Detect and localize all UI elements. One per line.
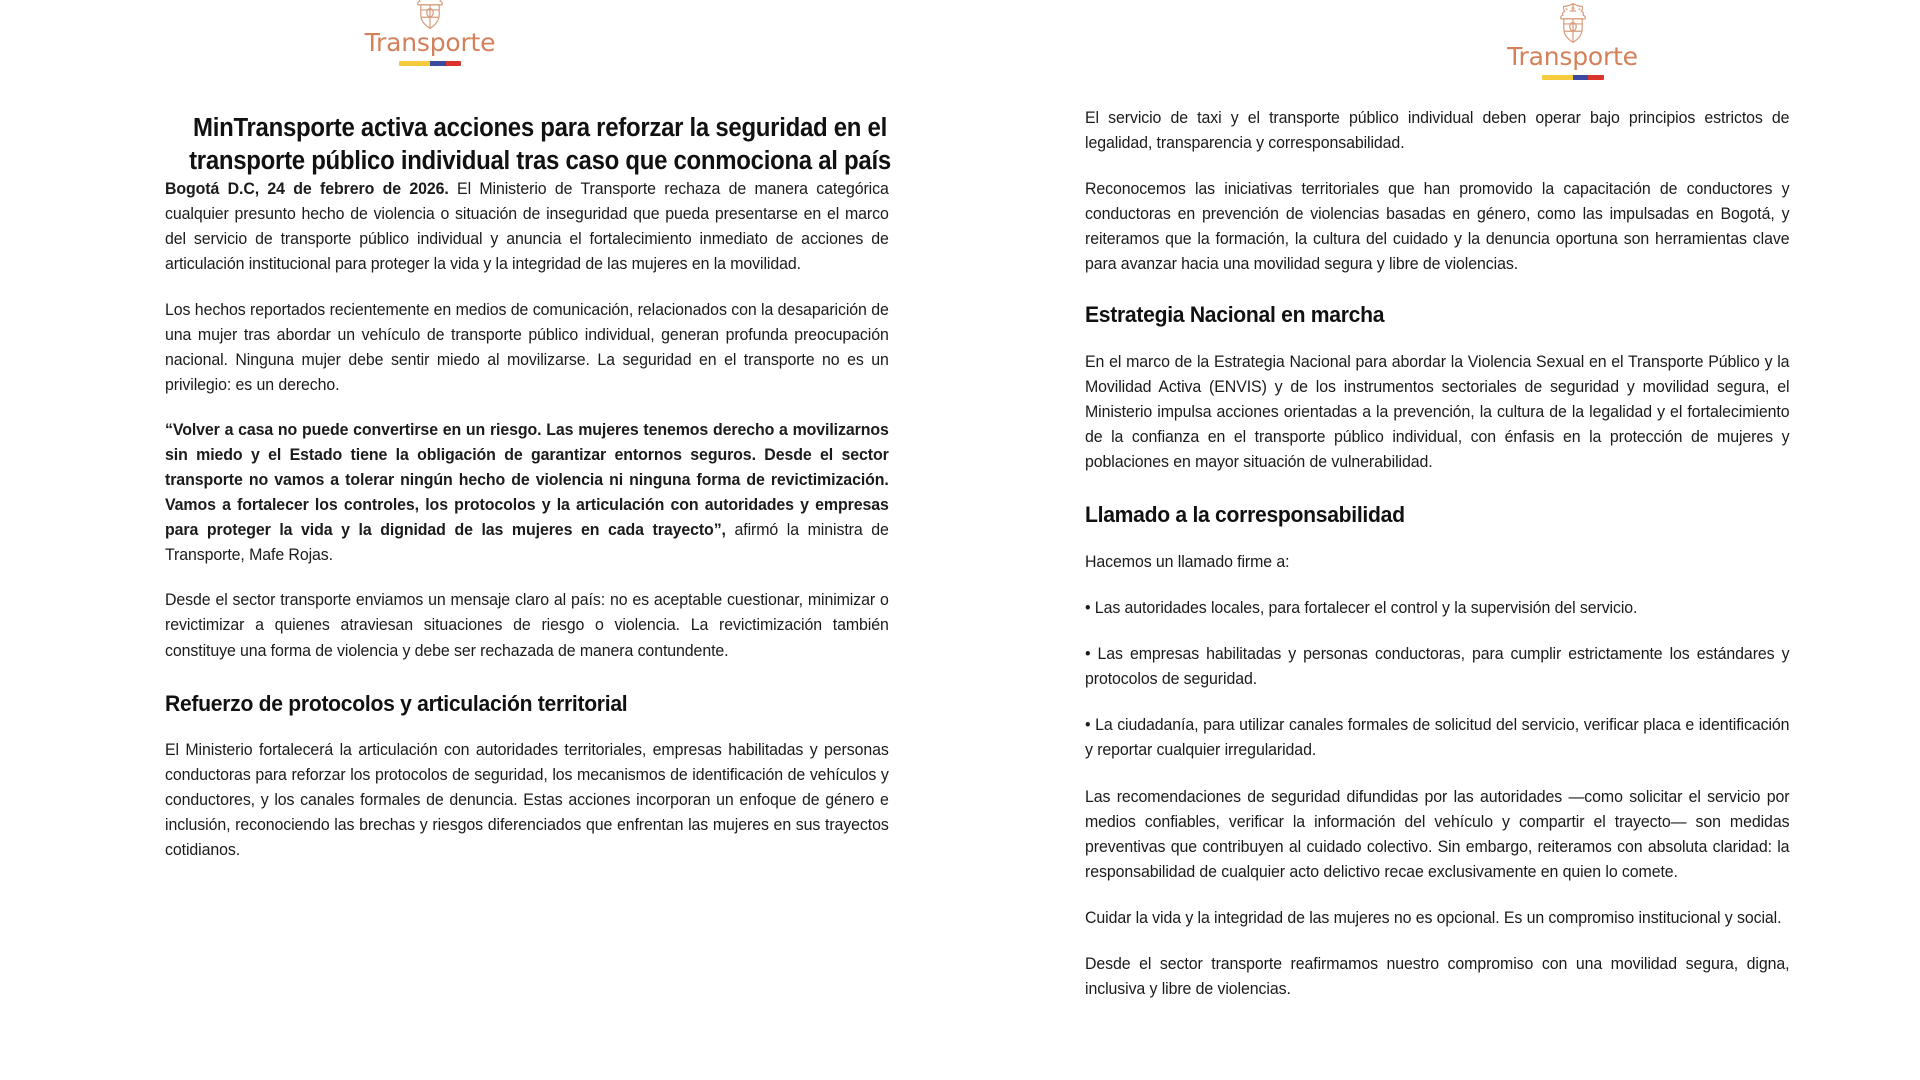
flag-stripe-yellow <box>1542 75 1573 80</box>
paragraph-minister-quote <box>165 418 889 568</box>
paragraph-dateline <box>165 177 889 277</box>
paragraph-5: El Ministerio fortalecerá la articulación con autoridades territoriales, empresas habilitadas y personas conductoras para reforzar los protocolos de seguridad, los mecanismos de identificación de vehículos y conductores, y los canales formales de denuncia. Estas acciones incorporan un enfoque de género e inclusión, reconociendo las brechas y riesgos diferenciados que enfrentan las mujeres en sus trayectos cotidianos. <box>165 741 889 860</box>
colombia-coat-of-arms-icon <box>1550 0 1596 46</box>
quote-attribution: afirmó la ministra de Transporte, Mafe Rojas. <box>165 521 889 565</box>
paragraph-1: El servicio de taxi y el transporte público individual deben operar bajo principios estrictos de legalidad, transparencia y corresponsabilidad. <box>1085 109 1790 153</box>
flag-stripe-red <box>446 61 462 66</box>
page-title: MinTransporte activa acciones para reforzar la seguridad en el transporte público individual tras caso que conmociona al país <box>189 114 891 175</box>
paragraph-5: Las recomendaciones de seguridad difundidas por las autoridades —como solicitar el servicio por medios confiables, verificar la información del vehículo y compartir el trayecto— son medidas preventivas que contribuyen al cuidado colectivo. Sin embargo, reiteramos con absoluta claridad: la responsabilidad de cualquier acto delictivo recae exclusivamente en quien lo comete. <box>1085 787 1790 881</box>
quote-text: “Volver a casa no puede convertirse en un riesgo. Las mujeres tenemos derecho a movilizarnos sin miedo y el Estado tiene la obligación de garantizar entornos seguros. Desde el sector transporte no vamos a tolerar ningún hecho de violencia ni ninguna forma de revictimización. Vamos a fortalecer los controles, los protocolos y la articulación con autoridades y empresas para proteger la vida y la dignidad de las mujeres en cada trayecto”, <box>165 420 889 540</box>
flag-stripe-red <box>1588 75 1604 80</box>
paragraph-4: Desde el sector transporte enviamos un mensaje claro al país: no es aceptable cuestionar, minimizar o revictimizar a quienes atraviesan situaciones de riesgo o violencia. La revictimización también constituye una forma de violencia y debe ser rechazada de manera contundente. <box>165 591 889 660</box>
dateline-text: Bogotá D.C, 24 de febrero de 2026. <box>165 180 449 199</box>
paragraph-7: Desde el sector transporte reafirmamos nuestro compromiso con una movilidad segura, digna, inclusiva y libre de violencias. <box>1085 954 1790 998</box>
document-page-2 <box>960 0 1920 1080</box>
flag-stripe-blue <box>430 61 446 66</box>
ministry-logo-page-1 <box>45 0 815 66</box>
flag-stripe-blue <box>1573 75 1589 80</box>
section-heading-estrategia: Estrategia Nacional en marcha <box>1085 302 1385 328</box>
section-heading-refuerzo: Refuerzo de protocolos y articulación territorial <box>165 690 628 716</box>
paragraph-2: Los hechos reportados recientemente en medios de comunicación, relacionados con la desaparición de una mujer tras abordar un vehículo de transporte público individual, generan profunda preocupación nacional. Ninguna mujer debe sentir miedo al movilizarse. La seguridad en el transporte no es un privilegio: es un derecho. <box>165 300 889 394</box>
colombian-flag-bar-icon <box>399 61 461 66</box>
bullet-item-empresas: • Las empresas habilitadas y personas conductoras, para cumplir estrictamente los estándares y protocolos de seguridad. <box>1085 645 1790 689</box>
logo-wordmark: Transporte <box>364 28 496 57</box>
paragraph-6: Cuidar la vida y la integridad de las mujeres no es opcional. Es un compromiso institucional y social. <box>1085 908 1782 927</box>
bullet-item-autoridades: • Las autoridades locales, para fortalecer el control y la supervisión del servicio. <box>1085 599 1638 618</box>
ministry-logo-page-2 <box>1250 0 1895 80</box>
section-heading-llamado: Llamado a la corresponsabilidad <box>1085 502 1405 528</box>
paragraph-2: Reconocemos las iniciativas territoriales que han promovido la capacitación de conductores y conductoras en prevención de violencias basadas en género, como las impulsadas en Bogotá, y reiteramos que la formación, la cultura del cuidado y la denuncia oportuna son herramientas clave para avanzar hacia una movilidad segura y libre de violencias. <box>1085 180 1790 274</box>
bullet-item-ciudadania: • La ciudadanía, para utilizar canales formales de solicitud del servicio, verificar placa e identificación y reportar cualquier irregularidad. <box>1085 716 1790 760</box>
logo-wordmark: Transporte <box>1507 42 1638 71</box>
paragraph-llamado-intro: Hacemos un llamado firme a: <box>1085 553 1290 572</box>
paragraph-3: En el marco de la Estrategia Nacional para abordar la Violencia Sexual en el Transporte Público y la Movilidad Activa (ENVIS) y de los instrumentos sectoriales de seguridad y movilidad segura, el Ministerio impulsa acciones orientadas a la prevención, la cultura de la legalidad y el fortalecimiento de la confianza en el transporte público individual, con énfasis en la protección de mujeres y poblaciones en mayor situación de vulnerabilidad. <box>1085 353 1790 472</box>
colombian-flag-bar-icon <box>1542 75 1604 80</box>
flag-stripe-yellow <box>399 61 430 66</box>
paragraph-1-body: El Ministerio de Transporte rechaza de manera categórica cualquier presunto hecho de violencia o situación de inseguridad que pueda presentarse en el marco del servicio de transporte público individual y anuncia el fortalecimiento inmediato de acciones de articulación institucional para proteger la vida y la integridad de las mujeres en la movilidad. <box>165 180 889 274</box>
